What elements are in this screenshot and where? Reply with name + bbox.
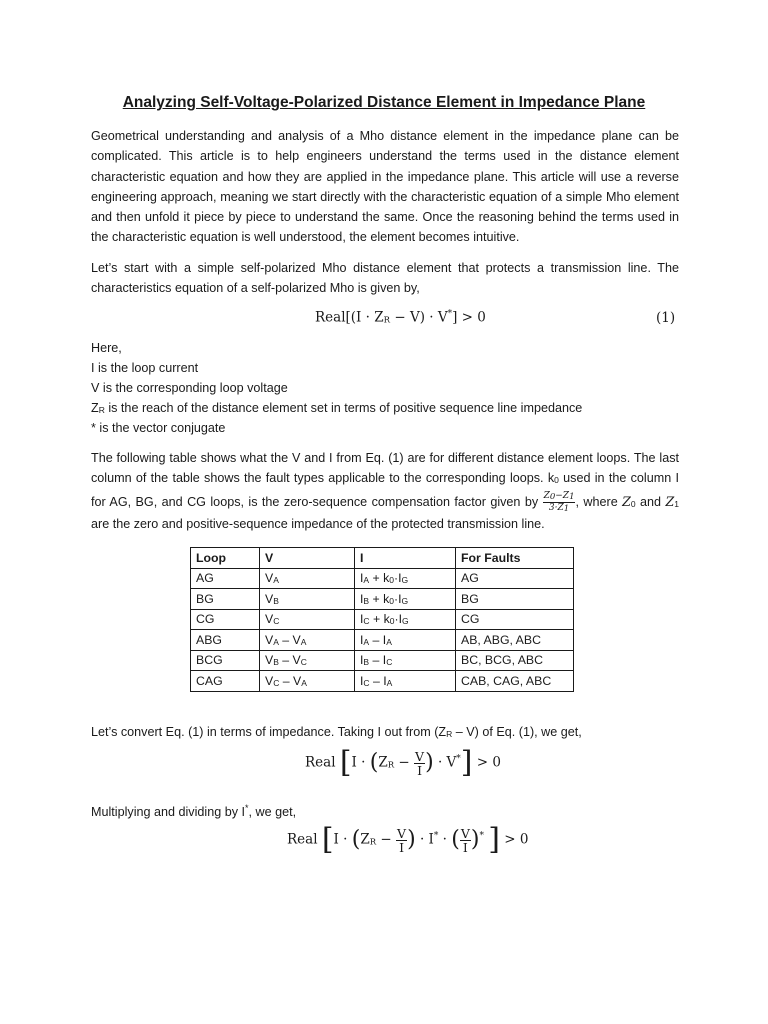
equation-3: Real [$I \cdot (Z_R$ − $\frac{V}{I}$ ) · I* · ( $\frac{V}{I}$ )* ] > 0 bbox=[287, 822, 529, 857]
loops-table bbox=[190, 547, 574, 692]
equation-2: Real [$I \cdot (Z_R$ − $\frac{V}{I}$ ) · V*] > 0 bbox=[305, 745, 501, 780]
intro-paragraph: Geometrical understanding and analysis of a Mho distance element in the impedance plane can be complicated. This article is to help engineers understand the terms used in the distance element characteristic equation and how they are applied in the impedance plane. This article will use a reverse engineering approach, meaning we start directly with the characteristic equation of a simple Mho element and then unfold it piece by piece to understand the same. Once the reasoning behind the terms used in the characteristic equation is well understood, the element becomes intuitive. bbox=[91, 129, 679, 245]
table-cell: BG bbox=[191, 589, 260, 610]
table-header: V bbox=[260, 548, 355, 569]
table-cell: $I_B + k_0\cdot I_G$ bbox=[355, 589, 456, 610]
table-cell: CAB, CAG, ABC bbox=[456, 671, 574, 692]
table-header: Loop bbox=[191, 548, 260, 569]
table-cell: CG bbox=[191, 609, 260, 630]
table-header-row bbox=[191, 548, 574, 569]
paragraph-convert: Let’s convert Eq. (1) in terms of impedance. Taking I out from $(Z_R - V)$ of Eq. (1), we get, bbox=[91, 725, 582, 739]
table-cell: $V_C$ bbox=[260, 609, 355, 630]
table-header: I bbox=[355, 548, 456, 569]
table-row bbox=[191, 630, 574, 651]
table-cell: $V_A - V_A$ bbox=[260, 630, 355, 651]
table-cell: $I_B - I_C$ bbox=[355, 650, 456, 671]
table-cell: $I_C + k_0\cdot I_G$ bbox=[355, 609, 456, 630]
table-cell: ABG bbox=[191, 630, 260, 651]
equation-1: Real[(I · $Z_R - V) \cdot V^*] > 0$ bbox=[315, 309, 486, 326]
here-label: Here, bbox=[91, 341, 122, 355]
table-cell: BG bbox=[456, 589, 574, 610]
table-header: For Faults bbox=[456, 548, 574, 569]
table-row bbox=[191, 671, 574, 692]
document-title: Analyzing Self-Voltage-Polarized Distance Element in Impedance Plane bbox=[122, 94, 646, 111]
table-cell: BC, BCG, ABC bbox=[456, 650, 574, 671]
table-cell: CAG bbox=[191, 671, 260, 692]
table-row bbox=[191, 589, 574, 610]
table-row bbox=[191, 650, 574, 671]
table-cell: $I_A - I_A$ bbox=[355, 630, 456, 651]
table-cell: CG bbox=[456, 609, 574, 630]
definition-voltage: V is the corresponding loop voltage bbox=[91, 381, 288, 395]
table-row bbox=[191, 609, 574, 630]
definition-reach: $Z_R$ is the reach of the distance element set in terms of positive sequence line impedance bbox=[91, 401, 583, 415]
paragraph-multiply: Multiplying and dividing by I*, we get, bbox=[91, 803, 297, 820]
table-cell: $V_B - V_C$ bbox=[260, 650, 355, 671]
table-cell: $V_B$ bbox=[260, 589, 355, 610]
table-cell: $V_C - V_A$ bbox=[260, 671, 355, 692]
definition-current: I is the loop current bbox=[91, 361, 199, 375]
table-row bbox=[191, 568, 574, 589]
table-cell: BCG bbox=[191, 650, 260, 671]
equation-1-number: (1) bbox=[656, 310, 676, 326]
k0-fraction: $\frac{Z_0-Z_1}{3\cdot Z_1}$ bbox=[543, 490, 575, 514]
table-cell: AG bbox=[456, 568, 574, 589]
table-cell: $I_A + k_0\cdot I_G$ bbox=[355, 568, 456, 589]
table-cell: $I_C - I_A$ bbox=[355, 671, 456, 692]
paragraph-table-intro: The following table shows what the V and I from Eq. (1) are for different distance element loops. The last column of the table shows the fault types applicable to the corresponding loops. $k_0$ used in the column I for AG, BG, and CG loops, is the zero-sequence compensation factor given by $\frac{Z_0-Z_1}{3\cdot Z_1}$ , where $Z_0$ and $Z_1$ are the zero and positive-sequence impedance of the protected transmission line. bbox=[91, 451, 679, 531]
table-cell: AG bbox=[191, 568, 260, 589]
paragraph-self-polarized: Let’s start with a simple self-polarized Mho distance element that protects a transmission line. The characteristics equation of a self-polarized Mho is given by, bbox=[91, 261, 679, 296]
definition-conjugate: * is the vector conjugate bbox=[91, 421, 226, 435]
table-cell: $V_A$ bbox=[260, 568, 355, 589]
table-cell: AB, ABG, ABC bbox=[456, 630, 574, 651]
